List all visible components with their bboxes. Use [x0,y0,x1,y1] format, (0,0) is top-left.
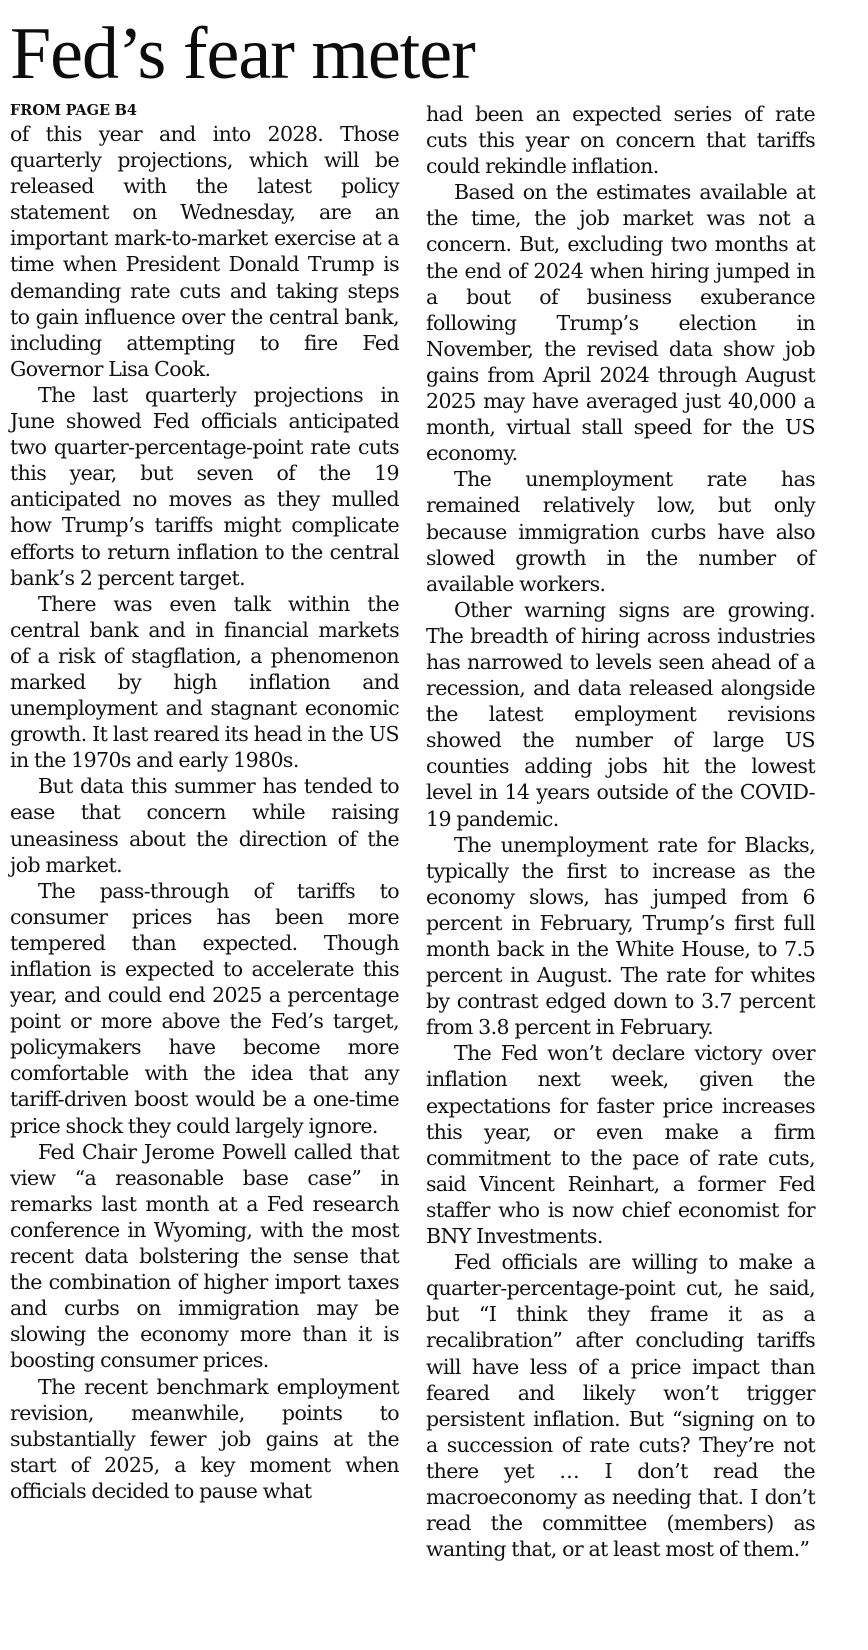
paragraph: The Fed won’t declare victory over inflation next week, given the expectations for faster price increases this year, or even make a firm commitment to the pace of rate cuts, said Vincent Reinhart, a former Fed staffer who is now chief economist for BNY Investments. [426,1041,815,1249]
paragraph: There was even talk within the central bank and in financial markets of a risk of stagflation, a phenomenon marked by high inflation and unemployment and stagnant economic growth. It last reared its head in the US in the 1970s and early 1980s. [10,591,399,773]
paragraph: Based on the estimates available at the time, the job market was not a concern. But, excluding two months at the end of 2024 when hiring jumped in a bout of business exuberance following Trump’s election in November, the revised data show job gains from April 2024 through August 2025 may have averaged just 40,000 a month, virtual stall speed for the US economy. [426,180,815,466]
paragraph: Fed officials are willing to make a quarter-percentage-point cut, he said, but “I think they frame it as a recalibration” after concluding tariffs will have less of a price impact than feared and likely won’t trigger persistent inflation. But “signing on to a succession of rate cuts? They’re not there yet … I don’t read the macroeconomy as needing that. I don’t read the committee (members) as wanting that, or at least most of them.” [426,1250,815,1562]
paragraph: The recent benchmark employment revision, meanwhile, points to substantially fewer job gains at the start of 2025, a key moment when officials decided to pause what [10,1374,399,1503]
left-column [10,101,399,1504]
paragraph: The pass-through of tariffs to consumer prices has been more tempered than expected. Though inflation is expected to accelerate this year, and could end 2025 a percentage point or more above the Fed’s target, policymakers have become more comfortable with the idea that any tariff-driven boost would be a one-time price shock they could largely ignore. [10,878,399,1138]
paragraph: Fed Chair Jerome Powell called that view “a reasonable base case” in remarks last month at a Fed research conference in Wyoming, with the most recent data bolstering the sense that the combination of higher import taxes and curbs on immigration may be slowing the economy more than it is boosting consumer prices. [10,1139,399,1373]
paragraph: But data this summer has tended to ease that concern while raising uneasiness about the direction of the job market. [10,774,399,877]
right-column [426,101,815,1562]
paragraph: Other warning signs are growing. The breadth of hiring across industries has narrowed to levels seen ahead of a recession, and data released alongside the latest employment revisions showed the number of large US counties adding jobs hit the lowest level in 14 years outside of the COVID-19 pandemic. [426,597,815,831]
paragraph: had been an expected series of rate cuts this year on concern that tariffs could rekindle inflation. [426,102,815,179]
paragraph: of this year and into 2028. Those quarterly projections, which will be released with the latest policy statement on Wednesday, are an important mark-to-market exercise at a time when President Donald Trump is demanding rate cuts and taking steps to gain influence over the central bank, including attempting to fire Fed Governor Lisa Cook. [10,122,399,381]
paragraph: The last quarterly projections in June showed Fed officials anticipated two quarter-percentage-point rate cuts this year, but seven of the 19 anticipated no moves as they mulled how Trump’s tariffs might complicate efforts to return inflation to the central bank’s 2 percent target. [10,382,399,590]
paragraph: The unemployment rate for Blacks, typically the first to increase as the economy slows, has jumped from 6 percent in February, Trump’s first full month back in the White House, to 7.5 percent in August. The rate for whites by contrast edged down to 3.7 percent from 3.8 percent in February. [426,832,815,1040]
jump-line: FROM PAGE B4 [10,102,138,119]
paragraph: The unemployment rate has remained relatively low, but only because immigration curbs have also slowed growth in the number of available workers. [426,467,815,596]
headline: Fed’s fear meter [10,13,475,95]
